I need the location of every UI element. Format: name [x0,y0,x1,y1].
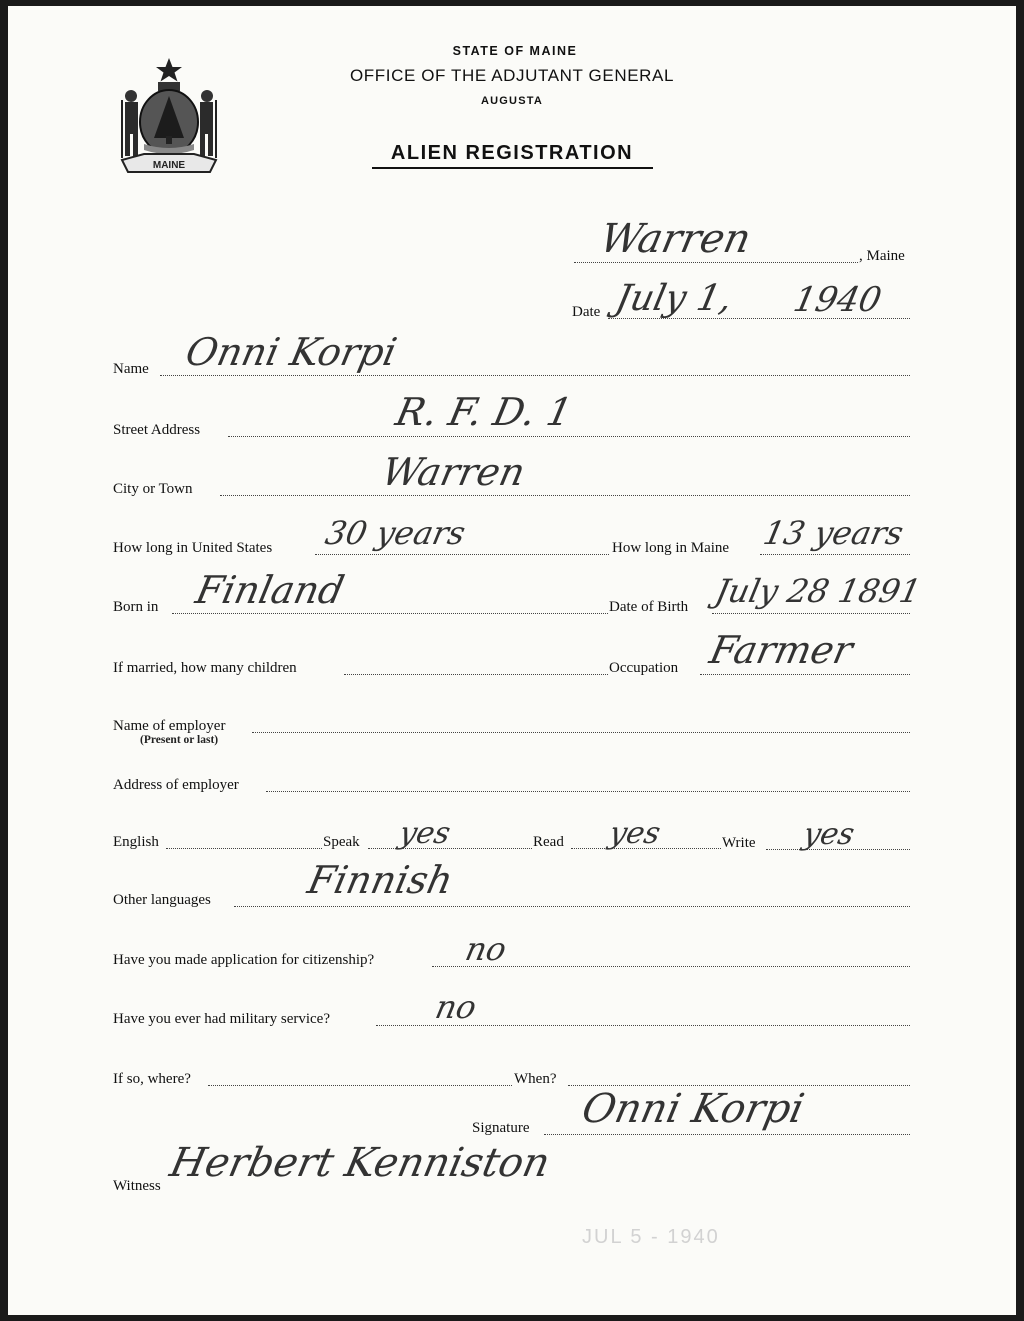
citizenship-line [432,966,910,967]
form-title: ALIEN REGISTRATION [390,142,634,164]
born-in-value: Finland [192,568,348,612]
how-long-maine-value: 13 years [760,514,907,552]
english-label: English [113,834,159,850]
title-underline [372,167,653,169]
received-stamp: JUL 5 - 1940 [582,1226,720,1248]
speak-value: yes [396,816,454,851]
name-line [160,375,910,376]
how-long-us-line [315,554,609,555]
city-label: City or Town [113,481,193,497]
name-label: Name [113,361,149,377]
how-long-us-label: How long in United States [113,540,273,556]
speak-label: Speak [323,834,360,850]
occupation-label: Occupation [609,660,679,676]
svg-text:MAINE: MAINE [152,160,186,171]
date-year-value: 1940 [790,280,886,320]
name-value: Onni Korpi [182,330,401,374]
town-line [574,262,858,263]
english-line [166,848,322,849]
military-label: Have you ever had military service? [113,1011,330,1027]
other-languages-line [234,906,910,907]
header-state: STATE OF MAINE [452,44,578,58]
read-label: Read [533,834,564,850]
header-city: AUGUSTA [481,95,543,107]
street-address-line [228,436,910,437]
children-label: If married, how many children [113,660,297,676]
employer-name-label: Name of employer [113,718,226,734]
date-label: Date [572,304,601,320]
born-in-line [172,613,608,614]
other-languages-label: Other languages [113,892,211,908]
signature-value: Onni Korpi [578,1086,809,1132]
other-languages-value: Finnish [304,858,457,902]
occupation-line [700,674,910,675]
read-value: yes [606,816,664,851]
signature-label: Signature [472,1120,530,1136]
where-label: If so, where? [113,1071,191,1087]
when-label: When? [514,1071,557,1087]
speak-line [368,848,532,849]
employer-address-label: Address of employer [113,777,239,793]
employer-note: (Present or last) [140,734,219,746]
date-of-birth-label: Date of Birth [609,599,689,615]
street-address-value: R. F. D. 1 [392,390,577,434]
how-long-us-value: 30 years [322,514,469,552]
write-label: Write [722,835,756,851]
date-of-birth-value: July 28 1891 [712,572,925,610]
header-office: OFFICE OF THE ADJUTANT GENERAL [349,66,675,85]
how-long-maine-label: How long in Maine [612,540,730,556]
witness-value: Herbert Kenniston [166,1140,554,1186]
town-value: Warren [596,216,755,262]
occupation-value: Farmer [706,628,857,672]
write-value: yes [800,817,858,852]
employer-name-line [252,732,910,733]
employer-address-line [266,791,910,792]
date-of-birth-line [712,613,910,614]
how-long-maine-line [760,554,910,555]
military-value: no [432,988,480,1026]
children-line [344,674,608,675]
street-address-label: Street Address [113,422,201,438]
citizenship-label: Have you made application for citizenship? [113,952,375,968]
born-in-label: Born in [113,599,159,615]
city-value: Warren [378,450,530,494]
citizenship-value: no [462,930,510,968]
maine-label: , Maine [859,248,905,264]
city-line [220,495,910,496]
where-line [208,1085,512,1086]
signature-line [544,1134,910,1135]
witness-label: Witness [113,1178,161,1194]
date-value: July 1, [612,278,736,319]
